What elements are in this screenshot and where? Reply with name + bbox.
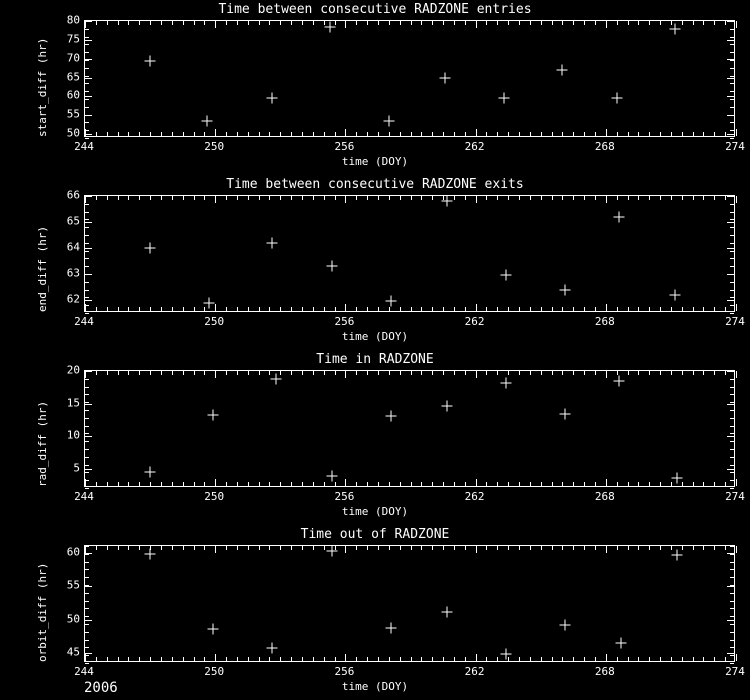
x-minor-tick	[96, 546, 97, 550]
x-minor-tick	[541, 657, 542, 661]
x-major-tick	[215, 654, 216, 661]
data-point-marker	[442, 606, 453, 617]
x-minor-tick	[465, 657, 466, 661]
x-minor-tick	[519, 546, 520, 550]
x-minor-tick	[682, 657, 683, 661]
y-tick-label: 65	[66, 70, 80, 84]
x-major-tick	[476, 654, 477, 661]
y-tick-label: 15	[66, 396, 80, 409]
y-minor-tick	[730, 663, 734, 664]
x-minor-tick	[421, 657, 422, 661]
x-minor-tick	[703, 546, 704, 550]
chart-title: Time out of RADZONE	[300, 527, 450, 542]
x-minor-tick	[465, 546, 466, 550]
x-minor-tick	[118, 657, 119, 661]
x-minor-tick	[508, 546, 509, 550]
x-minor-tick	[313, 657, 314, 661]
x-minor-tick	[530, 546, 531, 550]
x-minor-tick	[725, 546, 726, 550]
x-minor-tick	[562, 657, 563, 661]
y-minor-tick	[85, 554, 89, 555]
x-minor-tick	[302, 657, 303, 661]
x-minor-tick	[291, 546, 292, 550]
data-point-marker	[208, 623, 219, 634]
y-minor-tick	[730, 608, 734, 609]
x-minor-tick	[259, 657, 260, 661]
y-tick-label: 65	[66, 214, 80, 228]
chart-title: Time in RADZONE	[316, 352, 434, 367]
x-tick-label: 262	[464, 140, 485, 153]
y-minor-tick	[730, 546, 734, 547]
x-minor-tick	[194, 546, 195, 550]
y-tick-label: 62	[66, 292, 80, 306]
y-minor-tick	[85, 601, 89, 602]
y-minor-tick	[730, 562, 734, 563]
y-minor-tick	[730, 601, 734, 602]
x-tick-label: 268	[594, 140, 615, 153]
x-minor-tick	[454, 657, 455, 661]
x-minor-tick	[638, 546, 639, 550]
x-tick-label: 262	[464, 665, 485, 678]
x-major-tick	[606, 654, 607, 661]
x-minor-tick	[204, 657, 205, 661]
x-axis-label: time (DOY)	[341, 680, 409, 693]
x-minor-tick	[725, 657, 726, 661]
y-major-tick	[85, 553, 92, 554]
x-minor-tick	[573, 546, 574, 550]
data-point-marker	[559, 619, 570, 630]
x-major-tick	[345, 654, 346, 661]
y-tick-label: 50	[66, 126, 80, 140]
x-tick-label: 256	[334, 665, 355, 678]
y-minor-tick	[85, 608, 89, 609]
y-minor-tick	[85, 616, 89, 617]
x-minor-tick	[649, 657, 650, 661]
y-minor-tick	[730, 554, 734, 555]
x-minor-tick	[486, 657, 487, 661]
x-minor-tick	[552, 657, 553, 661]
y-minor-tick	[730, 569, 734, 570]
x-minor-tick	[280, 546, 281, 550]
data-point-marker	[266, 642, 277, 653]
y-minor-tick	[85, 663, 89, 664]
y-major-tick	[727, 553, 734, 554]
x-minor-tick	[519, 657, 520, 661]
x-minor-tick	[432, 546, 433, 550]
chart-title: Time between consecutive RADZONE entries	[218, 2, 532, 17]
y-tick-label: 50	[66, 612, 80, 626]
x-minor-tick	[128, 546, 129, 550]
x-tick-label: 274	[725, 140, 745, 153]
y-tick-label: 70	[66, 51, 80, 65]
x-minor-tick	[671, 657, 672, 661]
x-minor-tick	[172, 546, 173, 550]
x-minor-tick	[400, 546, 401, 550]
x-minor-tick	[367, 657, 368, 661]
year-label: 2006	[84, 680, 118, 696]
x-minor-tick	[421, 546, 422, 550]
x-minor-tick	[693, 546, 694, 550]
y-tick-label: 66	[66, 188, 80, 202]
y-minor-tick	[730, 647, 734, 648]
x-minor-tick	[411, 657, 412, 661]
x-tick-label: 256	[334, 140, 355, 153]
x-tick-label: 274	[725, 315, 745, 328]
y-major-tick	[727, 586, 734, 587]
x-minor-tick	[714, 657, 715, 661]
y-tick-label: 20	[66, 363, 80, 377]
x-tick-label: 268	[594, 490, 615, 503]
x-minor-tick	[552, 546, 553, 550]
x-minor-tick	[96, 657, 97, 661]
data-point-marker	[385, 622, 396, 633]
x-minor-tick	[367, 546, 368, 550]
x-minor-tick	[183, 546, 184, 550]
x-minor-tick	[703, 657, 704, 661]
x-tick-label: 268	[594, 665, 615, 678]
y-axis-label: start_diff (hr)	[36, 37, 49, 137]
x-minor-tick	[269, 546, 270, 550]
x-tick-label: 250	[204, 315, 225, 328]
x-minor-tick	[573, 657, 574, 661]
y-tick-label: 64	[66, 240, 80, 254]
y-tick-label: 60	[66, 545, 80, 559]
x-minor-tick	[172, 657, 173, 661]
x-minor-tick	[660, 546, 661, 550]
x-minor-tick	[128, 657, 129, 661]
y-minor-tick	[730, 616, 734, 617]
y-tick-label: 55	[66, 578, 80, 592]
x-minor-tick	[378, 657, 379, 661]
x-minor-tick	[237, 657, 238, 661]
y-major-tick	[727, 653, 734, 654]
x-minor-tick	[226, 546, 227, 550]
x-tick-label: 268	[594, 315, 615, 328]
x-minor-tick	[324, 546, 325, 550]
x-major-tick	[85, 654, 86, 661]
y-tick-label: 55	[66, 107, 80, 121]
y-minor-tick	[85, 577, 89, 578]
x-major-tick	[215, 546, 216, 553]
x-minor-tick	[161, 657, 162, 661]
x-minor-tick	[443, 657, 444, 661]
x-minor-tick	[389, 546, 390, 550]
x-tick-label: 250	[204, 665, 225, 678]
y-axis-label: orbit_diff (hr)	[36, 562, 49, 662]
chart-title: Time between consecutive RADZONE exits	[226, 177, 524, 192]
x-minor-tick	[628, 546, 629, 550]
x-minor-tick	[356, 546, 357, 550]
data-point-marker	[327, 546, 338, 557]
y-tick-label: 10	[66, 428, 80, 442]
x-major-tick	[606, 546, 607, 553]
x-minor-tick	[118, 546, 119, 550]
x-axis-label: time (DOY)	[341, 330, 409, 343]
x-minor-tick	[378, 546, 379, 550]
x-minor-tick	[248, 546, 249, 550]
y-minor-tick	[85, 562, 89, 563]
x-axis-label: time (DOY)	[341, 505, 409, 518]
x-minor-tick	[714, 546, 715, 550]
x-minor-tick	[497, 657, 498, 661]
x-minor-tick	[400, 657, 401, 661]
x-minor-tick	[617, 546, 618, 550]
x-minor-tick	[497, 546, 498, 550]
x-minor-tick	[595, 546, 596, 550]
y-major-tick	[85, 653, 92, 654]
x-tick-label: 244	[74, 315, 94, 328]
x-major-tick	[736, 546, 737, 553]
x-tick-label: 250	[204, 140, 225, 153]
x-tick-label: 244	[74, 140, 94, 153]
x-minor-tick	[269, 657, 270, 661]
y-major-tick	[727, 620, 734, 621]
y-minor-tick	[85, 640, 89, 641]
x-minor-tick	[638, 657, 639, 661]
data-point-marker	[672, 550, 683, 561]
y-axis-label: rad_diff (hr)	[36, 400, 49, 487]
x-minor-tick	[313, 546, 314, 550]
y-major-tick	[85, 620, 92, 621]
x-minor-tick	[541, 546, 542, 550]
x-minor-tick	[508, 657, 509, 661]
x-minor-tick	[628, 657, 629, 661]
x-major-tick	[736, 654, 737, 661]
x-tick-label: 256	[334, 490, 355, 503]
y-minor-tick	[730, 577, 734, 578]
y-minor-tick	[730, 640, 734, 641]
x-minor-tick	[671, 546, 672, 550]
x-minor-tick	[150, 657, 151, 661]
x-minor-tick	[335, 657, 336, 661]
x-tick-label: 262	[464, 315, 485, 328]
x-tick-label: 256	[334, 315, 355, 328]
y-minor-tick	[730, 593, 734, 594]
x-minor-tick	[259, 546, 260, 550]
x-tick-label: 250	[204, 490, 225, 503]
y-minor-tick	[85, 624, 89, 625]
x-tick-label: 274	[725, 490, 745, 503]
x-minor-tick	[649, 546, 650, 550]
x-tick-label: 244	[74, 665, 94, 678]
x-minor-tick	[530, 657, 531, 661]
x-minor-tick	[107, 546, 108, 550]
x-tick-label: 262	[464, 490, 485, 503]
y-tick-label: 63	[66, 266, 80, 280]
x-minor-tick	[584, 546, 585, 550]
data-point-marker	[145, 549, 156, 560]
x-minor-tick	[617, 657, 618, 661]
x-minor-tick	[194, 657, 195, 661]
x-minor-tick	[107, 657, 108, 661]
y-minor-tick	[85, 647, 89, 648]
x-axis-label: time (DOY)	[341, 155, 409, 168]
x-tick-label: 274	[725, 665, 745, 678]
y-tick-label: 80	[66, 13, 80, 27]
y-axis-label: end_diff (hr)	[36, 225, 49, 312]
x-major-tick	[476, 546, 477, 553]
x-minor-tick	[443, 546, 444, 550]
y-minor-tick	[85, 632, 89, 633]
data-point-marker	[500, 649, 511, 660]
y-tick-label: 45	[66, 645, 80, 659]
x-minor-tick	[584, 657, 585, 661]
x-minor-tick	[139, 657, 140, 661]
x-minor-tick	[150, 546, 151, 550]
x-minor-tick	[356, 657, 357, 661]
x-minor-tick	[204, 546, 205, 550]
x-minor-tick	[302, 546, 303, 550]
x-minor-tick	[161, 546, 162, 550]
y-minor-tick	[85, 569, 89, 570]
x-minor-tick	[693, 657, 694, 661]
x-minor-tick	[660, 657, 661, 661]
y-minor-tick	[730, 655, 734, 656]
x-minor-tick	[411, 546, 412, 550]
x-minor-tick	[139, 546, 140, 550]
x-minor-tick	[248, 657, 249, 661]
x-minor-tick	[237, 546, 238, 550]
x-minor-tick	[183, 657, 184, 661]
y-tick-label: 75	[66, 32, 80, 46]
x-minor-tick	[280, 657, 281, 661]
plot-area	[84, 545, 735, 662]
x-major-tick	[345, 546, 346, 553]
y-minor-tick	[85, 593, 89, 594]
y-major-tick	[85, 586, 92, 587]
data-point-marker	[615, 637, 626, 648]
x-minor-tick	[454, 546, 455, 550]
y-tick-label: 60	[66, 88, 80, 102]
x-minor-tick	[335, 546, 336, 550]
x-minor-tick	[291, 657, 292, 661]
y-minor-tick	[730, 632, 734, 633]
x-tick-label: 244	[74, 490, 94, 503]
x-minor-tick	[324, 657, 325, 661]
x-minor-tick	[432, 657, 433, 661]
y-minor-tick	[730, 624, 734, 625]
x-minor-tick	[389, 657, 390, 661]
x-minor-tick	[595, 657, 596, 661]
y-tick-label: 5	[73, 461, 80, 474]
x-minor-tick	[682, 546, 683, 550]
x-minor-tick	[226, 657, 227, 661]
x-minor-tick	[562, 546, 563, 550]
x-minor-tick	[486, 546, 487, 550]
